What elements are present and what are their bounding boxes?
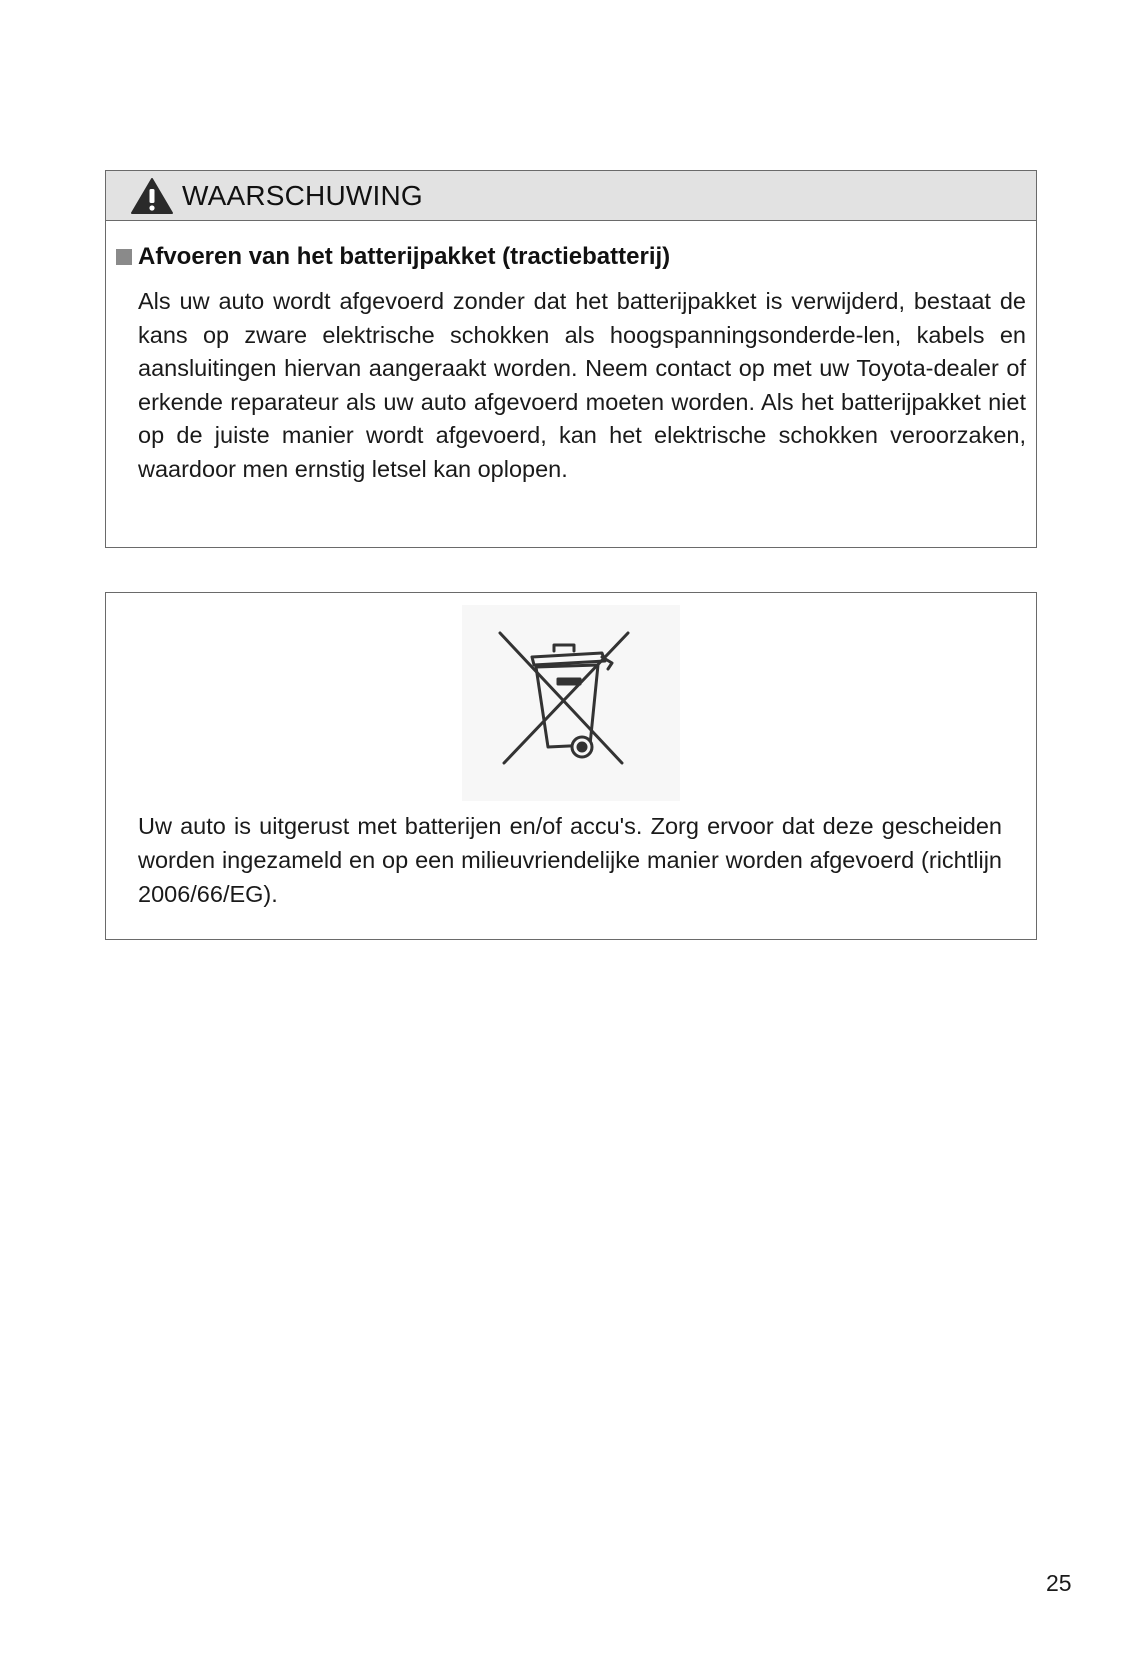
warning-header	[106, 171, 1036, 221]
subheading-text: Afvoeren van het batterijpakket (tractiebatterij)	[138, 243, 671, 270]
warning-triangle-icon	[130, 177, 174, 215]
section-subheading	[116, 243, 670, 271]
square-bullet-icon	[116, 249, 132, 265]
warning-title: WAARSCHUWING	[182, 179, 423, 211]
crossed-out-wheelie-bin-icon	[462, 605, 680, 801]
page-number: 25	[1046, 1570, 1072, 1596]
recycling-box	[105, 592, 1037, 940]
warning-box	[105, 170, 1037, 548]
warning-body-text: Als uw auto wordt afgevoerd zonder dat het batterijpakket is verwijderd, bestaat de kans op zware elektrische schokken als hoogspanningsonderde-len, kabels en aansluitingen hiervan aangeraakt worden. Neem contact op met uw Toyota-dealer of erkende reparateur als uw auto afgevoerd moeten worden. Als het batterijpakket niet op de juiste manier wordt afgevoerd, kan het elektrische schokken veroorzaken, waardoor men ernstig letsel kan oplopen.	[138, 288, 1026, 482]
recycling-body-text: Uw auto is uitgerust met batterijen en/of accu's. Zorg ervoor dat deze gescheiden worden ingezameld en op een milieuvriendelijke manier worden afgevoerd (richtlijn 2006/66/EG).	[138, 813, 1002, 907]
recycling-figure	[462, 605, 680, 801]
